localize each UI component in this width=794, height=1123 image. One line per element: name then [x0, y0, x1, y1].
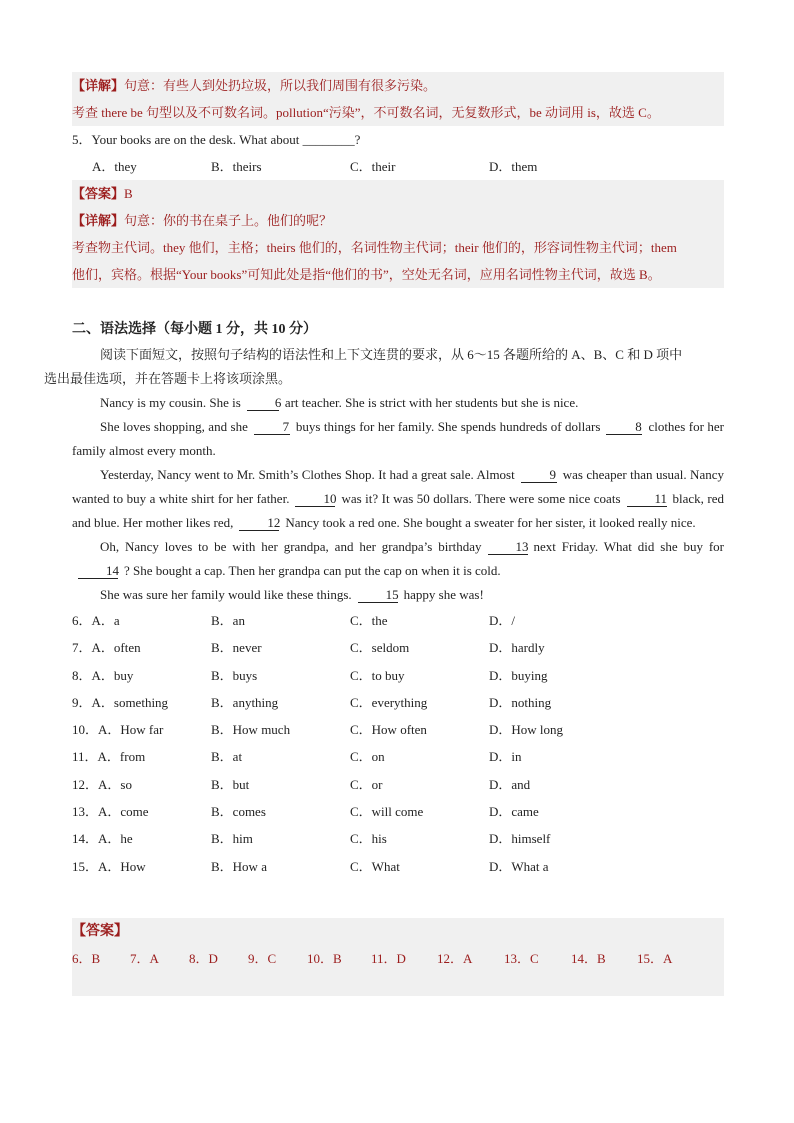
blank-6: 6	[247, 395, 279, 411]
passage-paragraph-5	[72, 583, 724, 607]
instruction-line-1: 阅读下面短文，按照句子结构的语法性和上下文连贯的要求，从 6～15 各题所给的 A、B、C 和 D 项中	[100, 347, 683, 362]
blank-9: 9	[521, 467, 557, 483]
answer-item: 11．D	[371, 950, 406, 966]
question-row	[72, 689, 724, 716]
text: Nancy took a red one. She bought a sweater for her sister, it looked really nice.	[285, 515, 696, 530]
option-b: B．anything	[211, 694, 279, 710]
option-a: 14．A．he	[72, 831, 133, 847]
q5-explanation-box	[72, 180, 724, 288]
option-c: C．seldom	[350, 640, 410, 656]
q5-option-a: A．they	[92, 159, 137, 174]
blank-7: 7	[254, 419, 290, 435]
detail-line	[72, 207, 724, 234]
answer-item: 6．B	[72, 950, 101, 966]
passage-paragraph-1	[72, 391, 724, 415]
instruction	[44, 343, 724, 391]
option-c: C．to buy	[350, 667, 405, 683]
option-d: D．hardly	[489, 640, 545, 656]
option-a: 9．A．something	[72, 694, 169, 710]
analysis-line-1: 考查物主代词。they 他们，主格；theirs 他们的，名词性物主代词；their 他们的，形容词性物主代词；them	[72, 240, 677, 255]
answer-box	[72, 918, 724, 996]
passage-paragraph-4	[72, 535, 724, 583]
option-b: B．never	[211, 640, 262, 656]
option-b: B．at	[211, 749, 243, 765]
option-d: D．buying	[489, 667, 548, 683]
blank-14: 14	[78, 563, 118, 579]
question-list	[72, 607, 724, 880]
blank-12: 12	[239, 515, 279, 531]
section-title: 二、语法选择（每小题 1 分，共 10 分）	[72, 322, 317, 337]
q4-explanation-box	[72, 72, 724, 126]
question-row	[72, 607, 724, 634]
question-row	[72, 662, 724, 689]
q5-option-d: D．them	[489, 159, 538, 174]
text: was cheaper than usual. Nancy wanted to buy a white shirt for her father.	[72, 467, 724, 506]
blank-8: 8	[606, 419, 642, 435]
option-d: D．What a	[489, 858, 549, 874]
answer-row	[72, 945, 724, 972]
text: Yesterday, Nancy went to Mr. Smith’s Clothes Shop. It had a great sale. Almost	[100, 467, 515, 482]
text: clothes for her family almost every month.	[72, 419, 724, 458]
answer-item: 12．A	[437, 950, 473, 966]
option-a: 12．A．so	[72, 776, 132, 792]
q5-stem: 5．Your books are on the desk. What about ________?	[72, 132, 361, 147]
option-b: B．How much	[211, 722, 291, 738]
option-c: C．What	[350, 858, 400, 874]
option-c: C．or	[350, 776, 383, 792]
passage-paragraph-3	[72, 463, 724, 535]
answer-item: 13．C	[504, 950, 539, 966]
detail-tag: 【详解】	[72, 78, 125, 93]
analysis-line: 考查 there be 句型以及不可数名词。pollution“污染”，不可数名词，无复数形式，be 动词用 is，故选 C。	[72, 105, 660, 120]
text: buys things for her family. She spends hundreds of dollars	[295, 419, 601, 434]
blank-15: 15	[358, 587, 398, 603]
blank-13: 13	[488, 539, 528, 555]
text: Oh, Nancy loves to be with her grandpa, and her grandpa’s birthday	[100, 539, 482, 554]
option-c: C．the	[350, 613, 388, 628]
text: Nancy is my cousin. She is	[100, 395, 241, 410]
q5-option-b: B．theirs	[211, 159, 262, 174]
question-row	[72, 853, 724, 880]
question-row	[72, 771, 724, 798]
option-a: 13．A．come	[72, 804, 149, 820]
answer-tag: 【答案】	[72, 186, 125, 201]
detail-text: 句意：你的书在桌子上。他们的呢？	[124, 213, 333, 228]
option-c: C．How often	[350, 722, 427, 738]
detail-tag: 【详解】	[72, 213, 125, 228]
question-row	[72, 634, 724, 661]
text: black, red and blue. Her mother likes red,	[72, 491, 724, 530]
text: was it? It was 50 dollars. There were some nice coats	[341, 491, 621, 506]
text: She loves shopping, and she	[100, 419, 248, 434]
option-b: B．an	[211, 613, 245, 628]
option-d: D．came	[489, 804, 539, 820]
option-b: B．but	[211, 776, 250, 792]
option-c: C．everything	[350, 694, 428, 710]
instruction-line-2: 选出最佳选项，并在答题卡上将该项涂黑。	[44, 371, 292, 386]
option-a: 15．A．How	[72, 858, 146, 874]
option-a: 7．A．often	[72, 640, 141, 656]
answer-item: 8．D	[189, 950, 218, 966]
answer-value: B	[124, 186, 133, 201]
option-a: 10．A．How far	[72, 722, 164, 738]
text: happy she was!	[403, 587, 484, 602]
detail-text: 句意：有些人到处扔垃圾，所以我们周围有很多污染。	[124, 78, 437, 93]
analysis-line-2: 他们，宾格。根据“Your books”可知此处是指“他们的书”，空处无名词，应用名词性物主代词，故选 B。	[72, 267, 661, 282]
question-row	[72, 825, 724, 852]
q5-options	[72, 153, 724, 180]
text: She was sure her family would like these things.	[100, 587, 352, 602]
option-d: D．and	[489, 776, 531, 792]
answer-line	[72, 180, 724, 207]
option-a: 11．A．from	[72, 749, 146, 765]
option-c: C．on	[350, 749, 385, 765]
document-page	[44, 72, 724, 996]
detail-line	[72, 72, 724, 99]
question-row	[72, 743, 724, 770]
option-b: B．How a	[211, 858, 267, 874]
option-d: D．himself	[489, 831, 551, 847]
text: art teacher. She is strict with her students but she is nice.	[284, 395, 579, 410]
blank-11: 11	[627, 491, 667, 507]
question-row	[72, 716, 724, 743]
option-d: D．in	[489, 749, 522, 765]
blank-10: 10	[295, 491, 335, 507]
q5-option-c: C．their	[350, 159, 396, 174]
passage-paragraph-2	[72, 415, 724, 463]
option-c: C．his	[350, 831, 387, 847]
option-a: 6．A．a	[72, 613, 120, 628]
answer-item: 10．B	[307, 950, 342, 966]
question-row	[72, 798, 724, 825]
answer-tag: 【答案】	[72, 923, 128, 939]
answer-item: 9．C	[248, 950, 277, 966]
text: next Friday. What did she buy for	[533, 539, 724, 554]
answer-item: 15．A	[637, 950, 673, 966]
text: ? She bought a cap. Then her grandpa can put the cap on when it is cold.	[124, 563, 501, 578]
option-c: C．will come	[350, 804, 424, 820]
answer-item: 7．A	[130, 950, 159, 966]
answer-item: 14．B	[571, 950, 606, 966]
option-a: 8．A．buy	[72, 667, 134, 683]
option-b: B．comes	[211, 804, 266, 820]
option-b: B．him	[211, 831, 253, 847]
option-b: B．buys	[211, 667, 258, 683]
option-d: D．nothing	[489, 694, 552, 710]
option-d: D．How long	[489, 722, 564, 738]
option-d: D．/	[489, 613, 516, 628]
